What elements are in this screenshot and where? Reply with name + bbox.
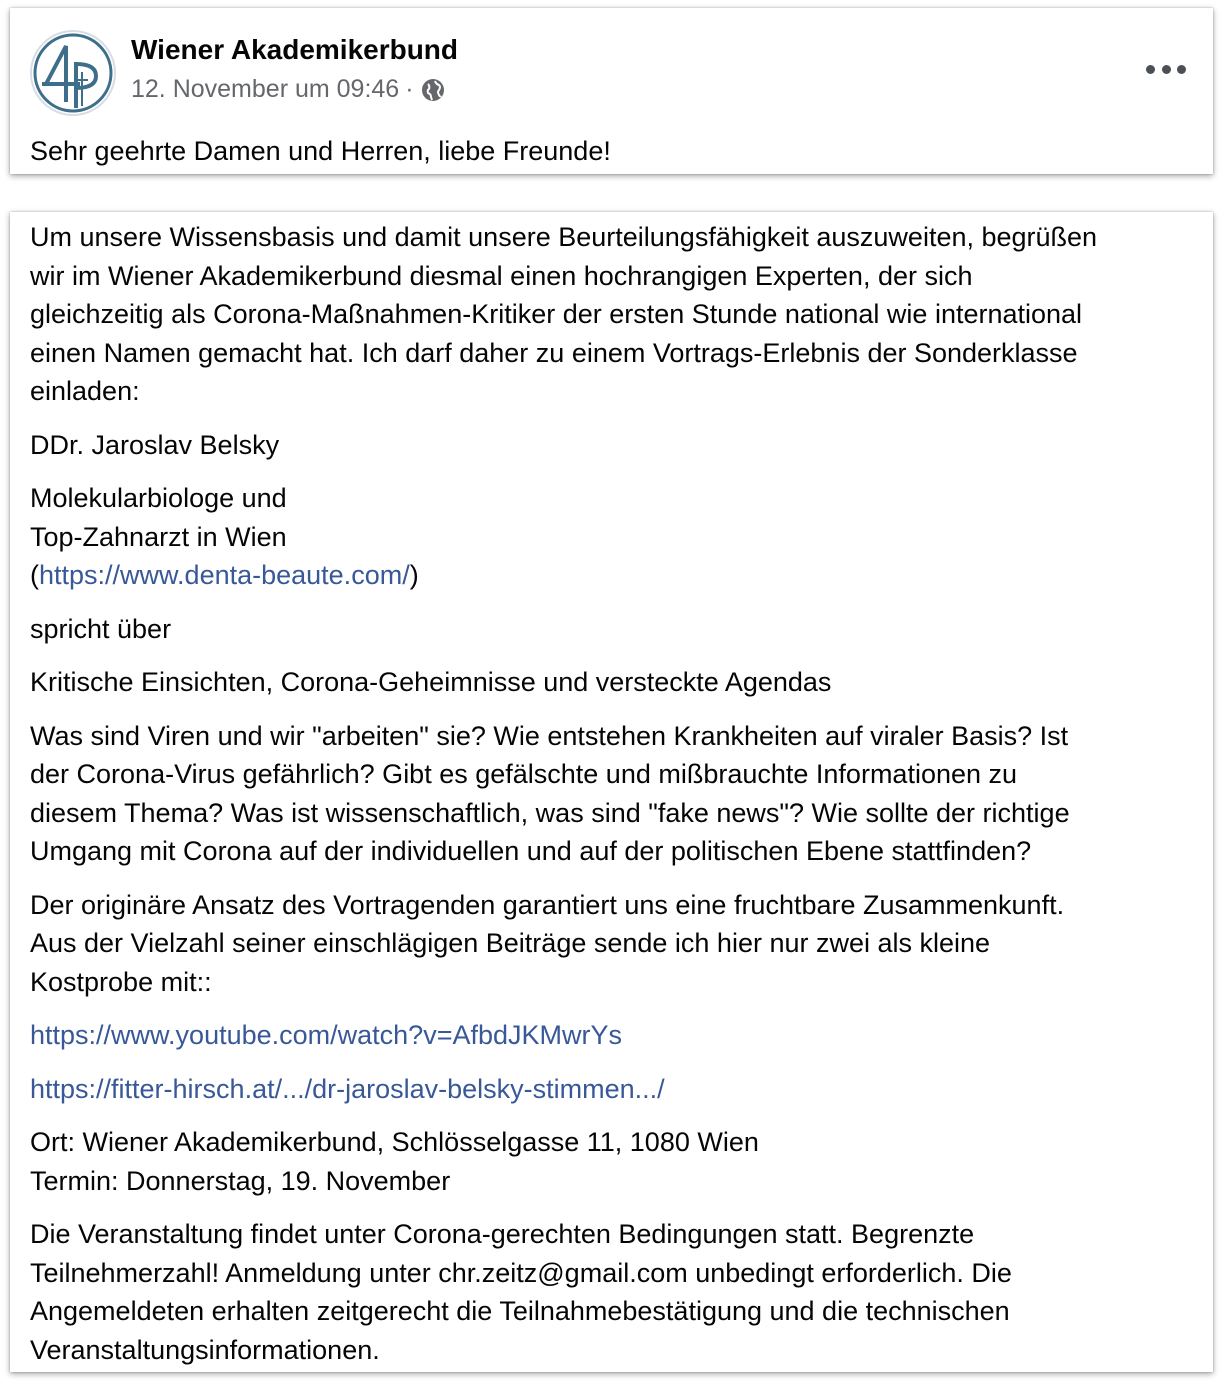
text-line: Veranstaltungsinformationen. [30,1334,380,1365]
paren-open: ( [30,560,39,590]
text-line: Aus der Vielzahl seiner einschlägigen Beiträge sende ich hier nur zwei als kleine [30,928,991,958]
dot-icon [1162,65,1171,74]
speaker-role: Top-Zahnarzt in Wien [30,521,287,552]
text-line: einladen: [30,376,140,406]
text-line: Um unsere Wissensbasis und damit unsere Beurteilungsfähigkeit auszuweiten, begrüßen [30,222,1098,252]
event-details [30,1123,1200,1200]
dot-icon [1146,65,1155,74]
post-body-card [10,212,1213,1372]
event-location: Ort: Wiener Akademikerbund, Schlösselgasse 11, 1080 Wien [30,1127,759,1157]
post-header-card [10,8,1213,174]
post-meta [131,75,446,104]
youtube-link[interactable]: https://www.youtube.com/watch?v=AfbdJKMwrYs [30,1020,622,1050]
text-line: Der originäre Ansatz des Vortragenden garantiert uns eine fruchtbare Zusammenkunft. [30,889,1065,920]
text-line: wir im Wiener Akademikerbund diesmal einen hochrangigen Experten, der sich [30,260,973,291]
text-line: diesem Thema? Was ist wissenschaftlich, was sind "fake news"? Wie sollte der richtige [30,797,1070,828]
speaker-info [30,479,1200,595]
text-line: Die Veranstaltung findet unter Corona-gerechten Bedingungen statt. Begrenzte [30,1219,975,1249]
intro-paragraph [30,218,1200,411]
text-line: Kostprobe mit:: [30,966,212,997]
page-avatar[interactable] [30,30,116,116]
event-date: Termin: Donnerstag, 19. November [30,1165,451,1196]
speaks-about: spricht über [30,613,172,644]
text-line: Was sind Viren und wir "arbeiten" sie? Wie entstehen Krankheiten auf viraler Basis? Ist [30,720,1069,751]
text-line: gleichzeitig als Corona-Maßnahmen-Kritiker der ersten Stunde national wie international [30,299,1083,329]
dot-icon [1177,65,1186,74]
more-options-icon[interactable] [1146,58,1186,80]
post-body [30,218,1200,1384]
questions-paragraph [30,717,1200,871]
meta-separator: · [405,75,414,103]
post-greeting: Sehr geehrte Damen und Herren, liebe Freunde! [30,136,611,166]
speaker-name: DDr. Jaroslav Belsky [30,429,280,460]
akademikerbund-logo-icon [32,32,114,114]
speaker-website-link[interactable]: https://www.denta-beaute.com/ [39,560,410,590]
text-line: Teilnehmerzahl! Anmeldung unter chr.zeitz@gmail.com unbedingt erforderlich. Die [30,1257,1012,1288]
text-line: einen Namen gemacht hat. Ich darf daher zu einem Vortrags-Erlebnis der Sonderklasse [30,337,1078,368]
text-line: Umgang mit Corona auf der individuellen und auf der politischen Ebene stattfinden? [30,836,1032,866]
text-line: Angemeldeten erhalten zeitgerecht die Teilnahmebestätigung und die technischen [30,1296,1010,1326]
speaker-link-line [30,556,1200,595]
globe-icon[interactable] [420,77,446,103]
post-timestamp[interactable]: 12. November um 09:46 [131,75,400,103]
closing-paragraph [30,1215,1200,1369]
talk-title: Kritische Einsichten, Corona-Geheimnisse und versteckte Agendas [30,667,832,697]
text-line: der Corona-Virus gefährlich? Gibt es gefälschte und mißbrauchte Informationen zu [30,759,1018,789]
approach-paragraph [30,886,1200,1002]
fitter-hirsch-link[interactable]: https://fitter-hirsch.at/.../dr-jaroslav-belsky-stimmen.../ [30,1073,665,1104]
paren-close: ) [409,560,419,590]
page-name[interactable]: Wiener Akademikerbund [131,34,459,65]
speaker-role: Molekularbiologe und [30,483,287,513]
